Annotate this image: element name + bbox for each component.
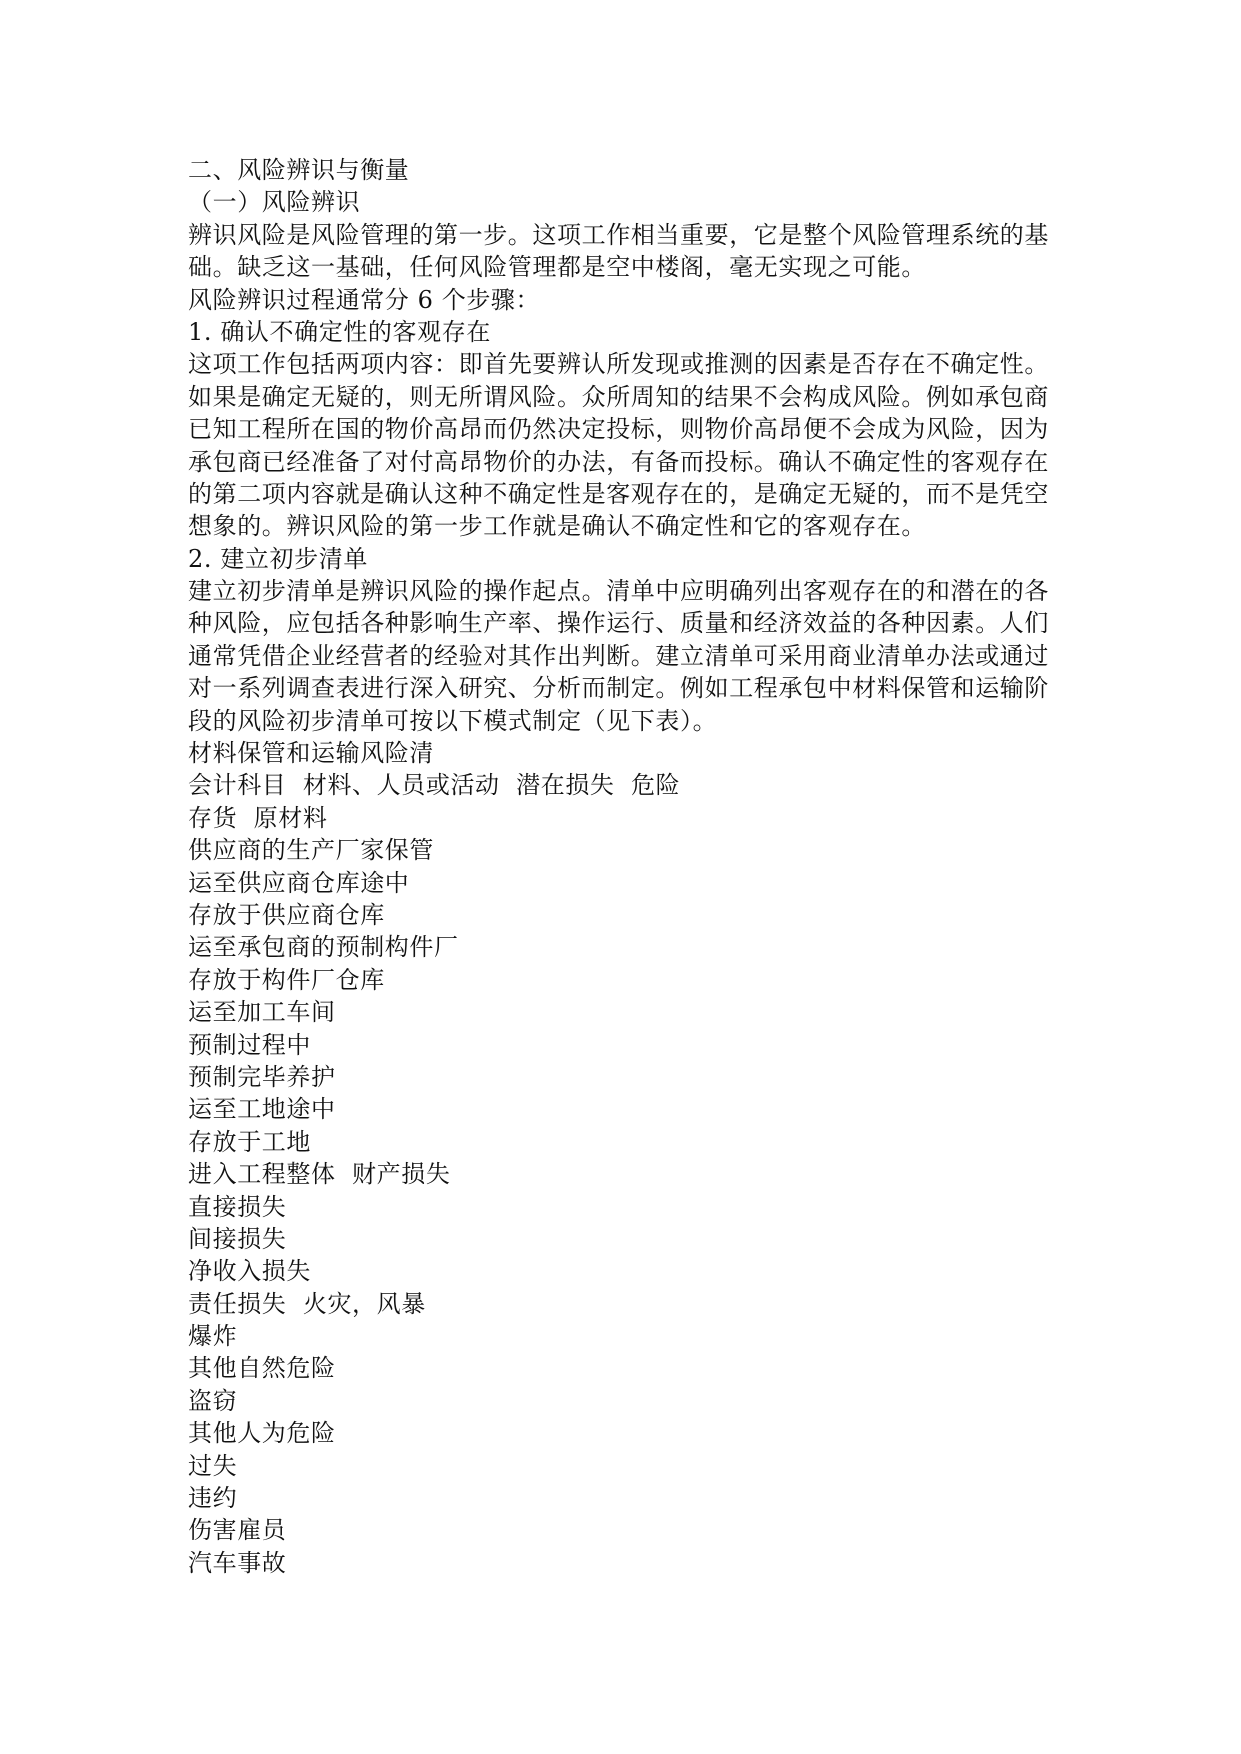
table-row: 违约: [188, 1484, 238, 1513]
step1-line-4: 承包商已经准备了对付高昂物价的办法，有备而投标。确认不确定性的客观存在: [188, 447, 1049, 476]
table-row: 预制过程中: [188, 1030, 311, 1059]
table-title: 材料保管和运输风险清: [188, 739, 434, 768]
table-row: 运至承包商的预制构件厂: [188, 933, 459, 962]
risk-table-list: [188, 769, 1068, 1579]
step1-line-3: 已知工程所在国的物价高昂而仍然决定投标，则物价高昂便不会成为风险，因为: [188, 415, 1049, 444]
step2-title: 2. 建立初步清单: [188, 544, 368, 573]
table-row: 存放于工地: [188, 1127, 311, 1156]
table-row: 其他自然危险: [188, 1354, 336, 1383]
step2-line-4: 对一系列调查表进行深入研究、分析而制定。例如工程承包中材料保管和运输阶: [188, 674, 1049, 703]
table-row: 过失: [188, 1451, 238, 1480]
table-row: 净收入损失: [188, 1257, 311, 1286]
table-row: 存放于供应商仓库: [188, 900, 385, 929]
step1-line-1: 这项工作包括两项内容：即首先要辨认所发现或推测的因素是否存在不确定性。: [188, 350, 1049, 379]
step2-line-2: 种风险，应包括各种影响生产率、操作运行、质量和经济效益的各种因素。人们: [188, 609, 1049, 638]
table-row: 预制完毕养护: [188, 1062, 336, 1091]
heading-main: 二、风险辨识与衡量: [188, 156, 410, 184]
table-row: 爆炸: [188, 1322, 238, 1351]
table-row: 会计科目 材料、人员或活动 潜在损失 危险: [188, 771, 681, 800]
table-row: 存放于构件厂仓库: [188, 965, 385, 994]
table-row: 运至加工车间: [188, 998, 336, 1027]
table-row: 汽车事故: [188, 1548, 287, 1577]
table-row: 进入工程整体 财产损失: [188, 1160, 451, 1189]
table-row: 存货 原材料: [188, 803, 328, 832]
table-row: 间接损失: [188, 1224, 287, 1253]
table-row: 责任损失 火灾，风暴: [188, 1289, 426, 1318]
table-row: 运至工地途中: [188, 1095, 336, 1124]
step2-line-1: 建立初步清单是辨识风险的操作起点。清单中应明确列出客观存在的和潜在的各: [188, 577, 1049, 606]
table-row: 运至供应商仓库途中: [188, 868, 410, 897]
step2-line-3: 通常凭借企业经营者的经验对其作出判断。建立清单可采用商业清单办法或通过: [188, 641, 1049, 670]
step2-line-5: 段的风险初步清单可按以下模式制定（见下表）。: [188, 706, 718, 735]
table-row: 其他人为危险: [188, 1419, 336, 1448]
step1-line-6: 想象的。辨识风险的第一步工作就是确认不确定性和它的客观存在。: [188, 512, 926, 541]
steps-intro: 风险辨识过程通常分 6 个步骤：: [188, 285, 541, 314]
heading-sub: （一）风险辨识: [188, 188, 361, 217]
document-page: [188, 154, 1068, 1579]
step1-line-2: 如果是确定无疑的，则无所谓风险。众所周知的结果不会构成风险。例如承包商: [188, 382, 1049, 411]
intro-line-1: 辨识风险是风险管理的第一步。这项工作相当重要，它是整个风险管理系统的基: [188, 220, 1049, 249]
intro-line-2: 础。缺乏这一基础，任何风险管理都是空中楼阁，毫无实现之可能。: [188, 253, 926, 282]
table-row: 盗窃: [188, 1386, 238, 1415]
table-row: 直接损失: [188, 1192, 287, 1221]
table-row: 供应商的生产厂家保管: [188, 836, 434, 865]
step1-line-5: 的第二项内容就是确认这种不确定性是客观存在的，是确定无疑的，而不是凭空: [188, 479, 1049, 508]
step1-title: 1. 确认不确定性的客观存在: [188, 317, 491, 346]
table-row: 伤害雇员: [188, 1516, 287, 1545]
